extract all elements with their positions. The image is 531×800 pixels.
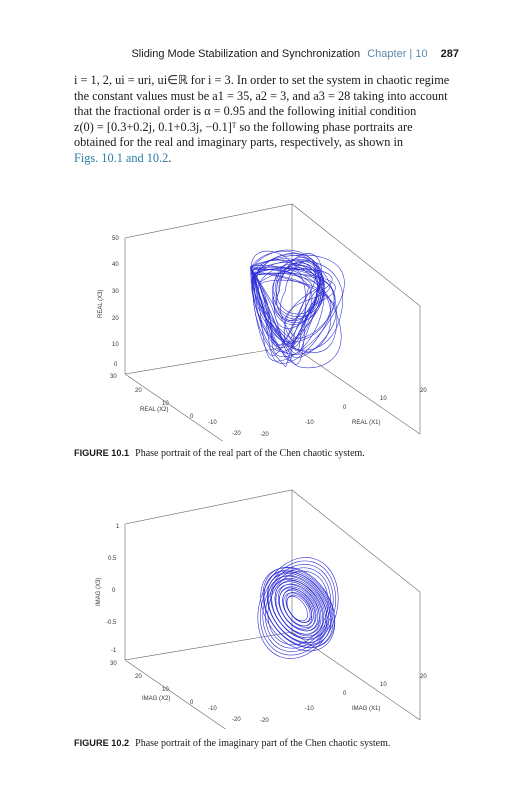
y-tick: 10 — [162, 687, 169, 693]
z-tick: 20 — [112, 316, 119, 322]
caption-text: Phase portrait of the imaginary part of the Chen chaotic system. — [135, 738, 391, 749]
x-axis-label: IMAG (X1) — [352, 706, 381, 712]
y-tick: -10 — [208, 420, 217, 426]
tick-labels — [96, 524, 427, 724]
axes-box — [125, 490, 420, 729]
paragraph-line — [74, 135, 462, 151]
z-axis-label: IMAG (X3) — [96, 577, 102, 606]
x-tick: 20 — [420, 388, 427, 394]
x-tick: -20 — [260, 718, 269, 724]
back-floor-edge — [125, 346, 292, 374]
x-tick: -20 — [260, 432, 269, 438]
caption-text: Phase portrait of the real part of the Chen chaotic system. — [135, 448, 365, 459]
y-tick: -20 — [232, 431, 241, 437]
paragraph-line: that the fractional order is α = 0.95 and the following initial condition — [74, 104, 417, 119]
figure-label: FIGURE 10.2 — [74, 738, 130, 748]
z-tick: 10 — [112, 342, 119, 348]
phase-portrait-imag — [80, 484, 440, 729]
paragraph-text: obtained for the real and imaginary parts, respectively, as shown in — [74, 135, 404, 150]
paragraph-text: . — [168, 150, 172, 165]
y-tick: 30 — [110, 374, 117, 380]
page-number: 287 — [440, 48, 459, 60]
y-tick: 20 — [135, 674, 142, 680]
figure-10-1 — [80, 196, 440, 441]
x-tick: -10 — [305, 706, 314, 712]
x-tick: 20 — [420, 674, 427, 680]
y-tick: 30 — [110, 661, 117, 667]
paragraph-line: i = 1, 2, ui = uri, ui∈ℝ for i = 3. In order to set the system in chaotic regime — [74, 73, 450, 87]
paragraph-line — [74, 151, 462, 167]
figure-label: FIGURE 10.1 — [74, 448, 130, 458]
y-tick: -10 — [208, 706, 217, 712]
z-tick: 1 — [116, 524, 120, 530]
x-axis-label: REAL (X1) — [352, 420, 381, 426]
z-tick: 40 — [112, 262, 119, 268]
z-axis-label: REAL (X3) — [98, 289, 104, 318]
phase-portrait-real — [80, 196, 440, 441]
trajectory-loop — [282, 591, 315, 627]
figure-caption-1 — [74, 448, 365, 459]
trajectory-imag — [234, 545, 362, 671]
x-tick: 0 — [343, 691, 347, 697]
z-tick: 50 — [112, 236, 119, 242]
trajectory-loop — [234, 545, 362, 671]
z-tick: 0 — [112, 588, 116, 594]
running-title: Sliding Mode Stabilization and Synchronization — [131, 48, 361, 60]
chapter-label: Chapter | 10 — [367, 48, 428, 60]
z-tick: 0.5 — [108, 556, 117, 562]
y-tick: 20 — [135, 388, 142, 394]
x-tick: 10 — [380, 682, 387, 688]
running-header — [131, 48, 459, 60]
y-axis-label: REAL (X2) — [140, 407, 169, 413]
figure-reference-link[interactable]: Figs. 10.1 and 10.2 — [74, 150, 169, 165]
y-tick: -20 — [232, 717, 241, 723]
y-tick: 10 — [162, 401, 169, 407]
y-tick: 0 — [190, 700, 194, 706]
trajectory-loop — [245, 554, 350, 665]
back-box-edges — [125, 204, 420, 434]
axes-box — [125, 204, 420, 441]
x-tick: 10 — [380, 396, 387, 402]
x-tick: 0 — [343, 405, 347, 411]
y-tick: 0 — [190, 414, 194, 420]
trajectory-loop — [254, 273, 336, 357]
z-tick: -1 — [111, 648, 117, 654]
trajectory-real — [250, 250, 344, 368]
body-paragraph — [74, 73, 462, 167]
paragraph-line: z(0) = [0.3+0.2j, 0.1+0.3j, −0.1]ᵀ so the following phase portraits are — [74, 119, 413, 134]
figure-caption-2 — [74, 738, 390, 749]
z-tick: -0.5 — [106, 620, 117, 626]
z-tick: 0 — [114, 362, 118, 368]
y-axis-label: IMAG (X2) — [142, 696, 171, 702]
z-tick: 30 — [112, 289, 119, 295]
paragraph-line: the constant values must be a1 = 35, a2 = 3, and a3 = 28 taking into account — [74, 88, 448, 103]
figure-10-2 — [80, 484, 440, 729]
back-floor-edge — [125, 632, 292, 660]
x-tick: -10 — [305, 420, 314, 426]
